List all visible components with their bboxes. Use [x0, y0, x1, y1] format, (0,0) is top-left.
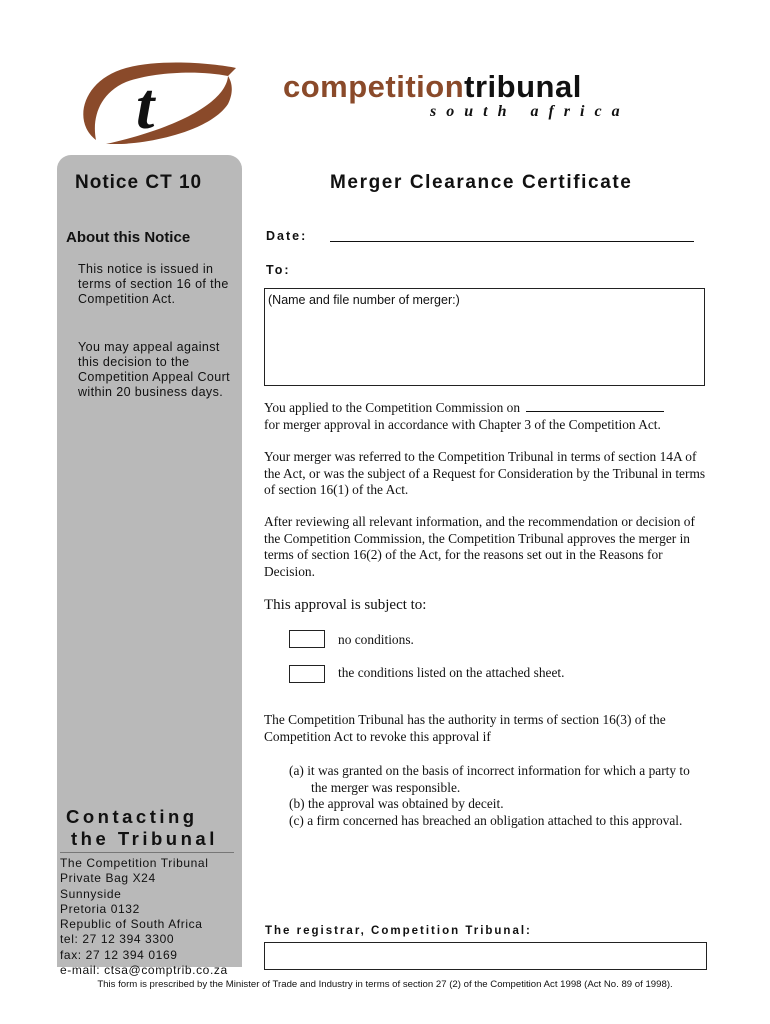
- contact-line: Sunnyside: [60, 886, 122, 901]
- conditions-checkbox[interactable]: [289, 665, 325, 683]
- applied-text: You applied to the Competition Commission on: [264, 400, 521, 415]
- notice-title: Notice CT 10: [75, 172, 203, 193]
- contact-divider: [60, 852, 234, 853]
- contact-line: tel: 27 12 394 3300: [60, 932, 175, 947]
- registrar-signature-field[interactable]: [264, 942, 707, 970]
- list-item: (b) the approval was obtained by deceit.: [289, 796, 504, 811]
- contact-email: e-mail: ctsa@comptrib.co.za: [60, 963, 228, 978]
- list-item: (c) a firm concerned has breached an obligation attached to this approval.: [289, 812, 683, 828]
- list-item: (a) it was granted on the basis of incorrect information for which a party to the merger was responsible.: [289, 763, 690, 795]
- referred-paragraph: Your merger was referred to the Competition Tribunal in terms of section 14A of the Act, or was the subject of a Request for Consideration by the Tribunal in terms of section 16(1) of the Act.: [264, 449, 706, 497]
- to-label: To:: [266, 263, 291, 277]
- registrar-label: The registrar, Competition Tribunal:: [265, 925, 532, 937]
- review-paragraph: After reviewing all relevant information, and the recommendation or decision of the Competition Commission, the Competition Tribunal approves the merger in terms of section 16(2) of the Act, for the reasons set out in the Reasons for Decision.: [264, 514, 695, 579]
- logo-letter: t: [136, 70, 155, 143]
- contact-line: Private Bag X24: [60, 871, 156, 886]
- applied-paragraph: [264, 400, 724, 433]
- about-paragraph-appeal: You may appeal against this decision to the Competition Appeal Court within 20 business days.: [78, 340, 231, 399]
- brand-name-part1: competition: [283, 69, 465, 104]
- applied-text-line2: for merger approval in accordance with Chapter 3 of the Competition Act.: [264, 416, 661, 432]
- date-field[interactable]: [330, 241, 694, 242]
- brand-name-part2: tribunal: [464, 69, 582, 104]
- contact-heading-line2: the Tribunal: [71, 828, 218, 849]
- authority-paragraph: The Competition Tribunal has the authority in terms of section 16(3) of the Competition Act to revoke this approval if: [264, 712, 666, 744]
- certificate-title: Merger Clearance Certificate: [330, 172, 633, 193]
- contact-line: Pretoria 0132: [60, 901, 140, 916]
- conditions-label: the conditions listed on the attached sheet.: [338, 665, 565, 680]
- contact-line: Republic of South Africa: [60, 917, 203, 932]
- brand-tagline: south africa: [430, 103, 630, 120]
- no-conditions-label: no conditions.: [338, 632, 414, 647]
- contact-info: [60, 856, 228, 978]
- about-heading: About this Notice: [66, 229, 191, 246]
- contact-line: fax: 27 12 394 0169: [60, 947, 178, 962]
- no-conditions-checkbox[interactable]: [289, 630, 325, 648]
- applied-date-field[interactable]: [526, 401, 664, 412]
- about-paragraph-section: This notice is issued in terms of section 16 of the Competition Act.: [78, 262, 229, 306]
- date-label: Date:: [266, 229, 308, 243]
- contact-heading-line1: Contacting: [66, 806, 198, 827]
- merger-name-label: (Name and file number of merger:): [268, 293, 460, 307]
- footer-note: This form is prescribed by the Minister of Trade and Industry in terms of section 27 (2) of the Competition Act 1998 (Act No. 89 of 1998).: [97, 979, 673, 990]
- brand-name: [283, 69, 582, 105]
- contact-heading: [66, 806, 218, 850]
- subject-to-heading: This approval is subject to:: [264, 597, 427, 613]
- tribunal-logo: [78, 62, 238, 144]
- contact-line: The Competition Tribunal: [60, 856, 209, 870]
- revoke-list: [289, 763, 709, 829]
